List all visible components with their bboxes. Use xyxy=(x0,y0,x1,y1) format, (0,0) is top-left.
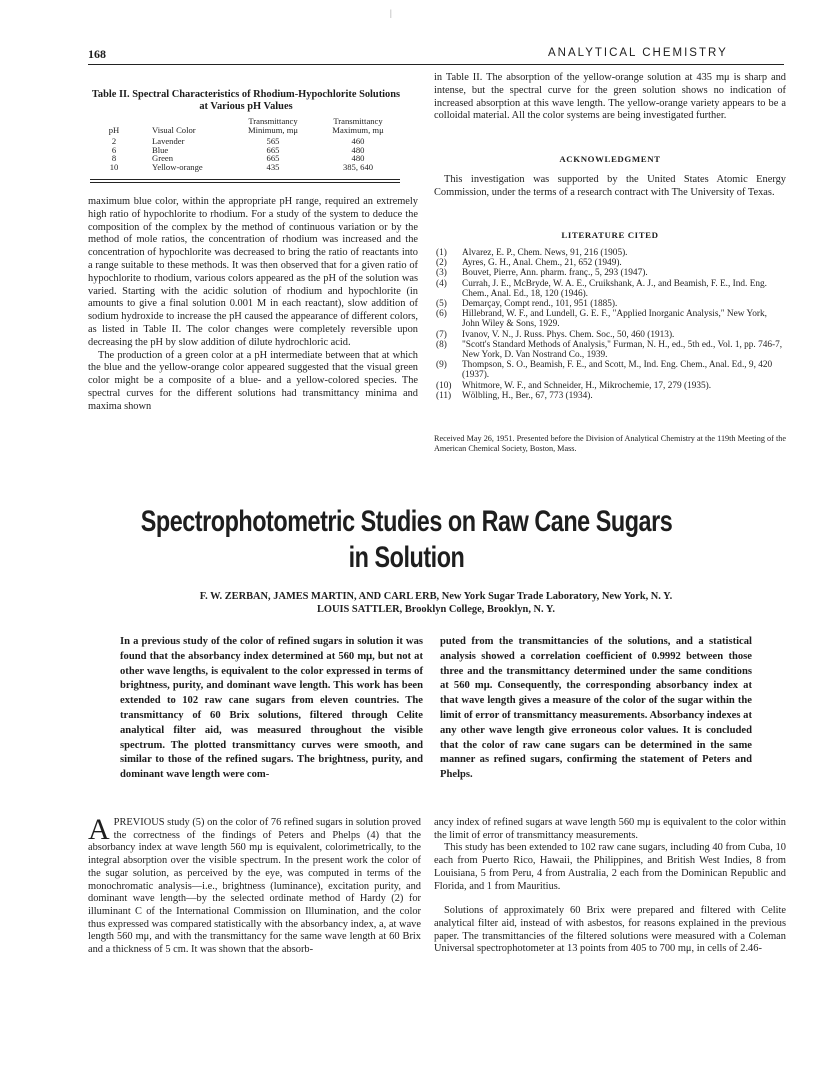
reference-text: Alvarez, E. P., Chem. News, 91, 216 (1905). xyxy=(462,248,628,258)
paragraph: The production of a green color at a pH intermediate between that at which the blue and the yellow-orange color appeared suggested that the visual green color might be a composite of a blue- and a yellow-colored species. The spectral curves for the different solutions had transmittancy minima and maxima shown xyxy=(88,349,418,412)
reference-text: Hillebrand, W. F., and Lundell, G. E. F., "Applied Inorganic Analysis," New York, John Wiley & Sons, 1929. xyxy=(462,309,767,330)
reference-text: Bouvet, Pierre, Ann. pharm. franç., 5, 293 (1947). xyxy=(462,268,648,279)
reference-text: Wölbling, H., Ber., 67, 773 (1934). xyxy=(462,390,593,401)
table-bottom-rule-2 xyxy=(90,182,400,183)
col-header-max-line2: Maximum, mμ xyxy=(332,124,384,135)
cell-min: 665 xyxy=(266,153,280,164)
reference-item xyxy=(434,258,786,268)
body-paragraph: PREVIOUS study (5) on the color of 76 refined sugars in solution proved the correctness of the findings of Peters and Phelps (4) that the absorbancy index at wave length 560 mμ is equivalent, colorimetrically, to the integral absorption over the visible spectrum. In the present work the color of the sugar solution, as perceived by the eye, was computed in terms of the monochromatic analysis—i.e., brightness (luminance), excitation purity, and dominant wave length—by the selected ordinate method of Hardy (2) for illuminant C of the International Commission on Illumination, and the color thus expressed was compared statistically with the absorbancy index, a, at wave length 560 mμ, and with the transmittancy for the same wave length at 60 Brix and a thickness of 5 cm. It was shown that the absorb- xyxy=(88,817,421,956)
cell-color: Green xyxy=(152,153,173,164)
col-header-min-line2: Minimum, mμ xyxy=(248,124,298,135)
abstract-right: puted from the transmittancies of the solutions, and a statistical analysis showed a correlation coefficient of 0.9992 between those three and the transmittancy determined under the same conditions at 560 mμ. Consequently, the corresponding absorbancy index at that wave length gives a measure of the color of the sugar within the limit of error of transmittancy measurements. Absorbancy indexes at any other wave length give erroneous color values. It is concluded that the color of raw cane sugars can be determined in the same manner as refined sugars, confirming the statement of Peters and Phelps. xyxy=(440,636,752,781)
cell-color: Blue xyxy=(152,144,169,155)
reference-item xyxy=(434,391,786,401)
reference-item xyxy=(434,268,786,278)
table-caption: Table II. Spectral Characteristics of Rhodium-Hypochlorite Solutions at Various pH Values xyxy=(91,89,401,112)
body-paragraph: This study has been extended to 102 raw cane sugars, including 40 from Cuba, 10 each from Puerto Rico, Hawaii, the Philippines, and British West Indies, 8 from Louisiana, 5 from Peru, 4 from Australia, 2 each from the Dominican Republic and Florida, and 1 from Mauritius. xyxy=(434,842,786,892)
reference-item xyxy=(434,330,786,340)
cell-min: 665 xyxy=(266,144,280,155)
reference-text: Ivanov, V. N., J. Russ. Phys. Chem. Soc., 50, 460 (1913). xyxy=(462,329,675,340)
authors-line1: F. W. ZERBAN, JAMES MARTIN, AND CARL ERB, New York Sugar Trade Laboratory, New York, N. Y. xyxy=(199,591,673,602)
article-title-line2: in Solution xyxy=(348,541,465,574)
cell-color: Yellow-orange xyxy=(152,161,203,172)
cell-max: 480 xyxy=(351,153,365,164)
acknowledgment-heading: ACKNOWLEDGMENT xyxy=(559,154,661,164)
right-upper-column xyxy=(434,72,786,123)
reference-number: (9) xyxy=(436,360,447,371)
page-edge-mark: | xyxy=(390,8,392,18)
cell-ph: 2 xyxy=(111,136,117,147)
reference-text: Ayres, G. H., Anal. Chem., 21, 652 (1949). xyxy=(462,258,622,269)
dropcap-letter: A xyxy=(88,813,110,846)
reference-number: (11) xyxy=(436,390,452,401)
reference-item xyxy=(434,381,786,391)
col-header-max xyxy=(316,117,400,137)
journal-title: ANALYTICAL CHEMISTRY xyxy=(548,47,728,59)
body-left-column xyxy=(88,813,421,957)
col-header-min xyxy=(230,117,316,137)
body-paragraph: ancy index of refined sugars at wave length 560 mμ is equivalent to the color within the limit of error of transmittancy measurements. xyxy=(434,817,786,841)
reference-text: "Scott's Standard Methods of Analysis," Furman, N. H., ed., 5th ed., Vol. 1, pp. 746-7, New York, D. Van Nostrand Co., 1939. xyxy=(462,339,783,361)
spectral-table xyxy=(90,117,400,172)
left-upper-column xyxy=(88,196,418,414)
literature-heading: LITERATURE CITED xyxy=(561,230,659,240)
reference-number: (10) xyxy=(436,380,452,391)
reference-item xyxy=(434,248,786,258)
reference-text: Currah, J. E., McBryde, W. A. E., Cruikshank, A. J., and Beamish, F. E., Ind. Eng. Chem., Anal. Ed., 18, 120 (1946). xyxy=(462,278,767,299)
col-header-min-line1: Transmittancy xyxy=(248,116,298,126)
article-title-line1: Spectrophotometric Studies on Raw Cane Sugars xyxy=(140,505,673,538)
table-header-row xyxy=(90,117,400,137)
reference-item xyxy=(434,340,786,360)
cell-min: 435 xyxy=(266,161,280,172)
cell-ph: 6 xyxy=(111,144,117,155)
reference-item xyxy=(434,299,786,309)
reference-list xyxy=(434,248,786,401)
col-header-ph: pH xyxy=(108,124,120,135)
reference-number: (8) xyxy=(436,339,447,350)
acknowledgment-text xyxy=(434,174,786,200)
reference-item xyxy=(434,360,786,380)
received-note: Received May 26, 1951. Presented before the Division of Analytical Chemistry at the 119th Meeting of the American Chemical Society, Boston, Mass. xyxy=(434,434,786,453)
paragraph: in Table II. The absorption of the yellow-orange solution at 435 mμ is sharp and intense, but the spectral curve for the green solution shows no indication of increased absorption at this wave length. The yellow-orange variety appears to be a colloidal material. All the color systems are being investigated further. xyxy=(434,72,786,122)
table-bottom-rule xyxy=(90,179,400,180)
reference-number: (7) xyxy=(436,329,447,340)
reference-number: (3) xyxy=(436,268,447,279)
col-header-color: Visual Color xyxy=(152,124,196,135)
paragraph: This investigation was supported by the United States Atomic Energy Commission, under the terms of a research contract with The University of Texas. xyxy=(434,174,786,198)
header-rule xyxy=(88,64,784,65)
cell-max: 385, 640 xyxy=(342,161,374,172)
table-row xyxy=(90,163,400,172)
cell-max: 480 xyxy=(351,144,365,155)
reference-number: (6) xyxy=(436,309,447,320)
reference-number: (2) xyxy=(436,258,447,269)
reference-item xyxy=(434,309,786,329)
authors-line2: LOUIS SATTLER, Brooklyn College, Brooklyn, N. Y. xyxy=(317,603,555,615)
reference-number: (4) xyxy=(436,278,447,289)
reference-text: Demarçay, Compt rend., 101, 951 (1885). xyxy=(462,299,618,310)
cell-max: 460 xyxy=(351,136,365,147)
cell-color: Lavender xyxy=(152,136,185,147)
reference-text: Whitmore, W. F., and Schneider, H., Mikrochemie, 17, 279 (1935). xyxy=(462,380,712,391)
page-number: 168 xyxy=(88,47,106,61)
reference-item xyxy=(434,279,786,299)
paragraph: maximum blue color, within the appropriate pH range, required an extremely high ratio of hypochlorite to rhodium. For a study of the system to deduce the composition of the complex by the method of continuous variation or by the method of mole ratios, the concentration of rhodium was increased and the concentration of hypochlorite was decreased to bring the ratio of reactants into a range suitable to these methods. It was then observed that for a given ratio of hypochlorite to rhodium, various colors appeared as the pH of the solution was varied. Starting with the acidic solution of rhodium and hypochlorite (in amounts to give a final solution 0.001 M in each reactant), slow addition of sodium hydroxide to increase the pH caused the appearance of different colors, as listed in Table II. The color changes were completely reversible upon decreasing the pH by slow addition of dilute hydrochloric acid. xyxy=(88,196,418,348)
reference-text: Thompson, S. O., Beamish, F. E., and Scott, M., Ind. Eng. Chem., Anal. Ed., 9, 420 (1937). xyxy=(462,360,773,381)
body-right-column xyxy=(434,817,786,956)
reference-number: (1) xyxy=(436,248,447,258)
cell-min: 565 xyxy=(266,136,280,147)
cell-ph: 8 xyxy=(111,153,117,164)
body-paragraph: Solutions of approximately 60 Brix were prepared and filtered with Celite analytical filter aid, instead of with asbestos, for reasons explained in the previous paper. The transmittancies of the filtered solutions were measured with a Coleman Universal spectrophotometer at 13 points from 405 to 700 mμ, in cells of 2.46- xyxy=(434,905,786,955)
author-block xyxy=(88,591,784,616)
abstract-left: In a previous study of the color of refined sugars in solution it was found that the absorbancy index determined at 560 mμ, but not at other wave lengths, is equivalent to the color expressed in terms of brightness, purity, and dominant wave length. This work has been extended to 102 raw cane sugars from eleven countries. The transmittancy of 60 Brix solutions, filtered through Celite analytical filter aid, was measured throughout the visible spectrum. The plotted transmittancy curves were smooth, and similar to those of the refined sugars. The brightness, purity, and dominant wave length were com- xyxy=(120,636,423,781)
reference-number: (5) xyxy=(436,299,447,310)
col-header-max-line1: Transmittancy xyxy=(333,116,383,126)
cell-ph: 10 xyxy=(109,161,119,172)
